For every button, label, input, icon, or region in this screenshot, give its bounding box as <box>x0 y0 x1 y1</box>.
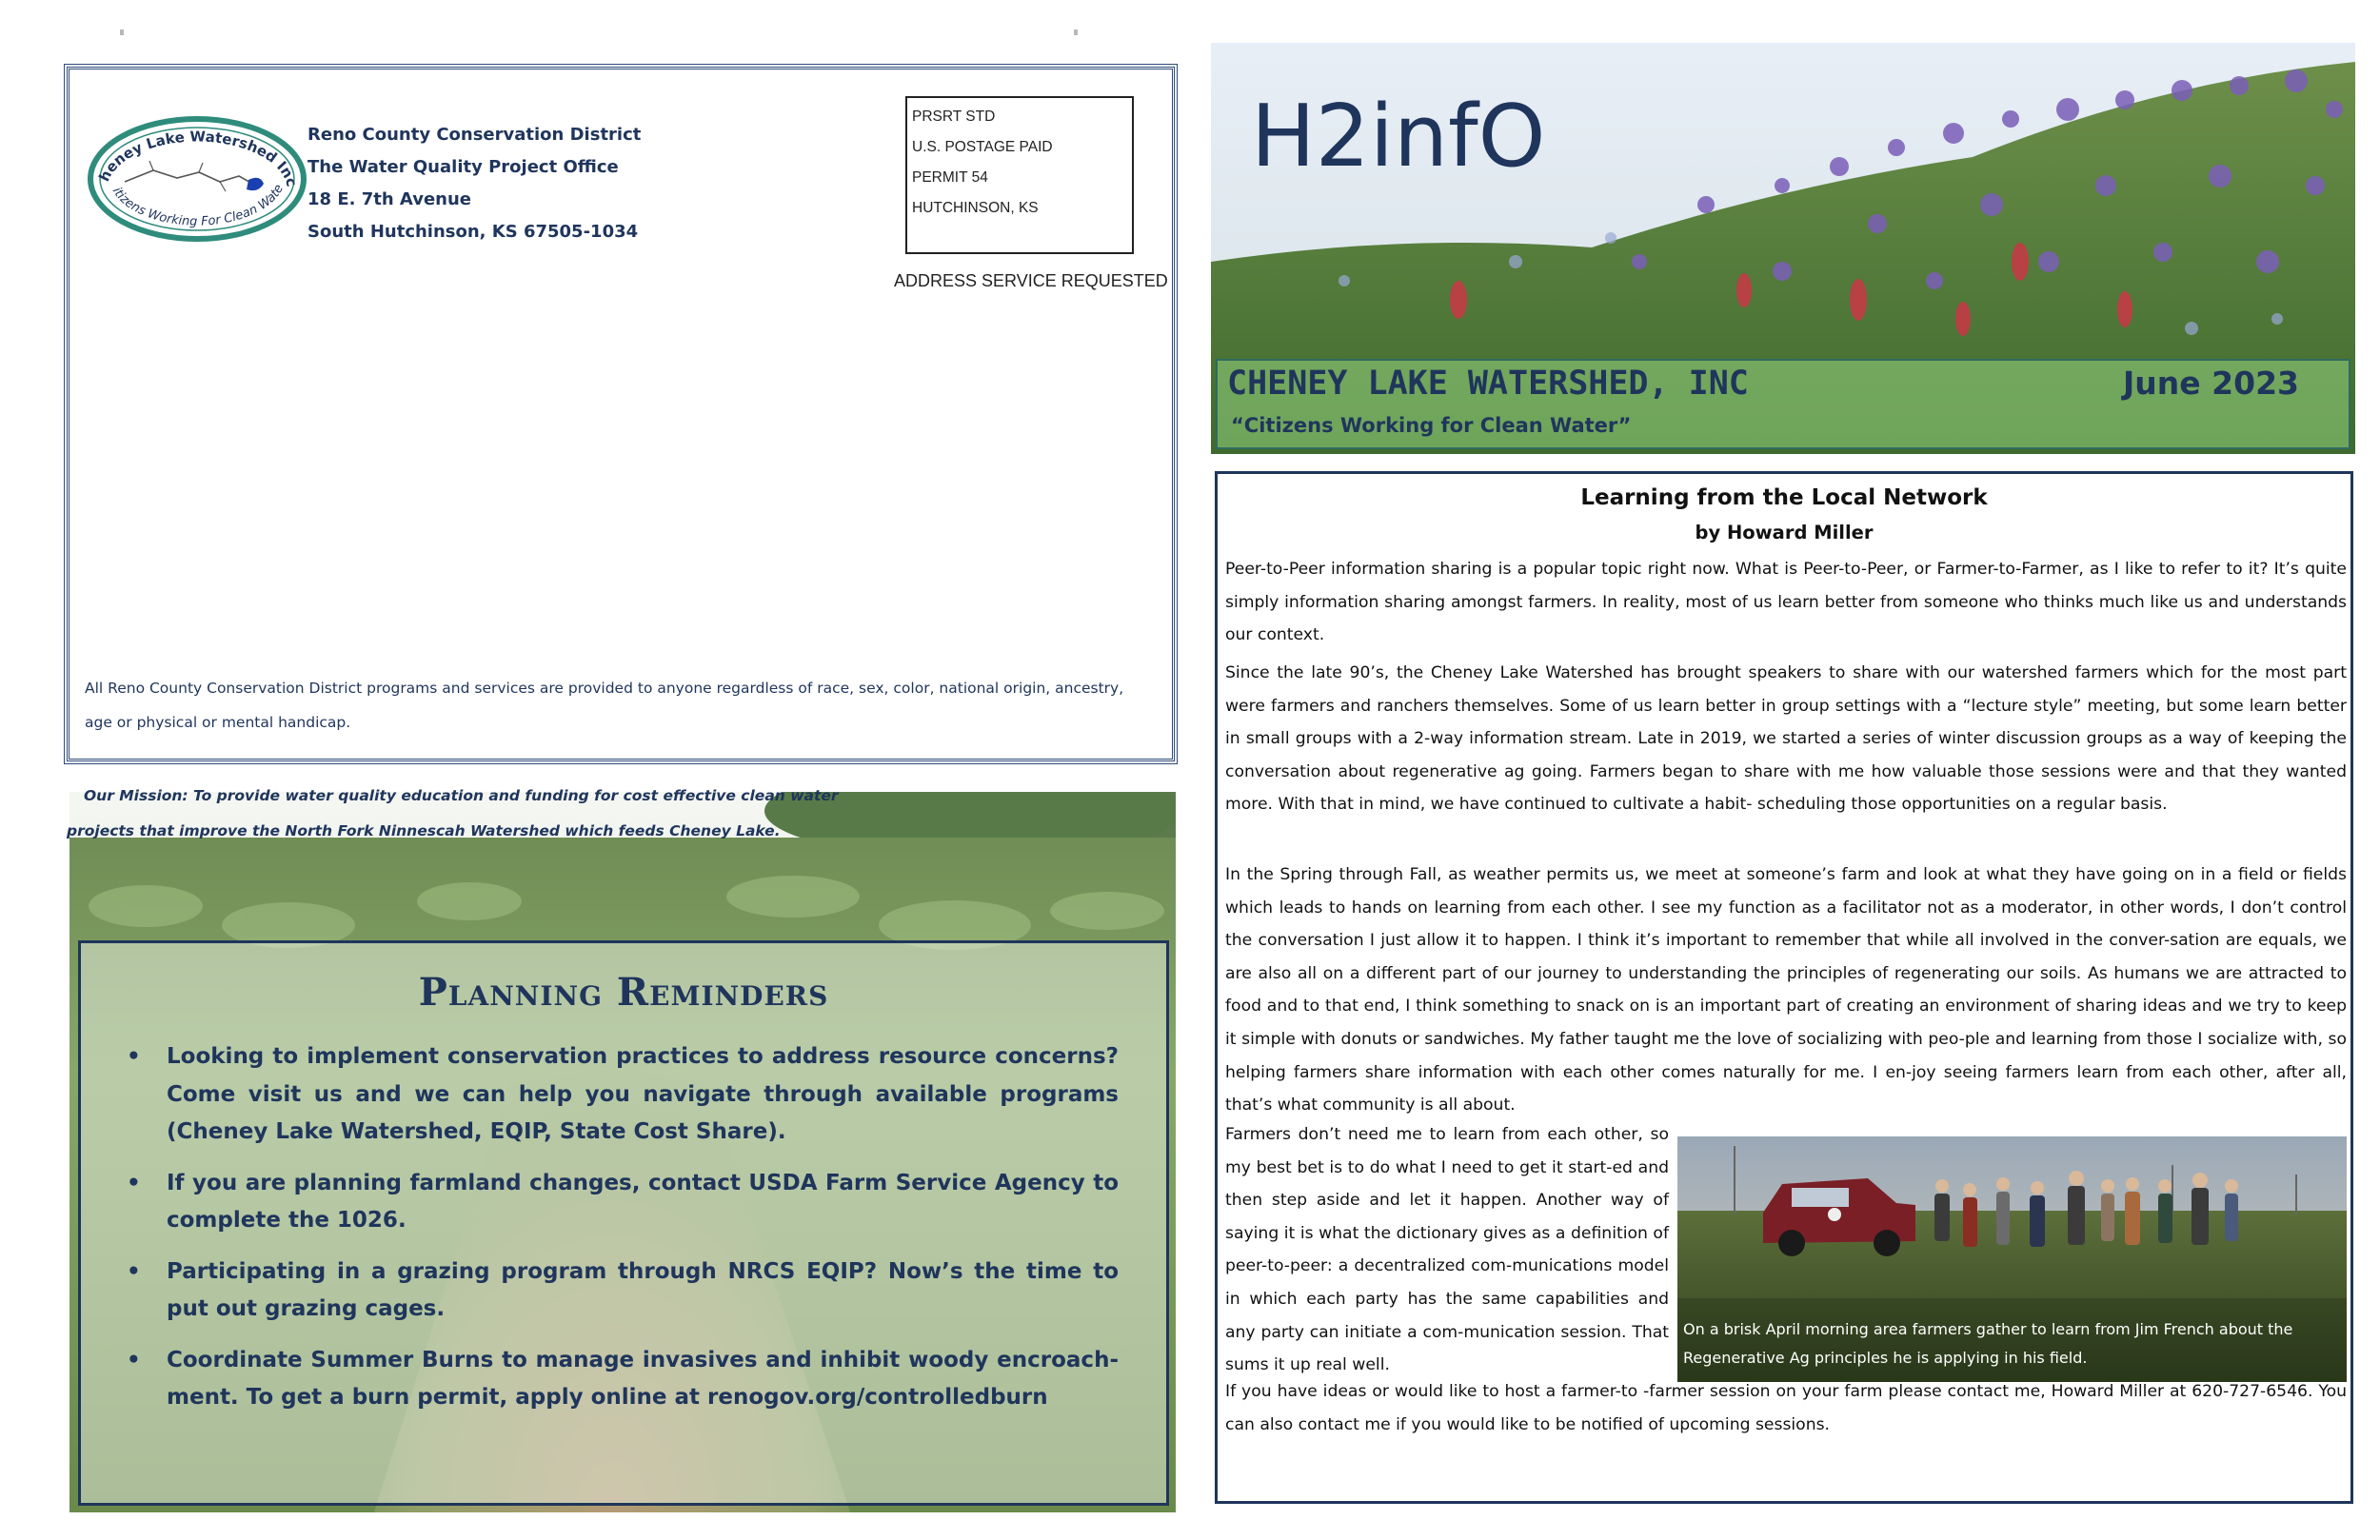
return-address <box>307 119 641 248</box>
print-mark <box>120 30 124 35</box>
postage-line: PRSRT STD <box>912 109 996 125</box>
photo-caption: On a brisk April morning area farmers gather to learn from Jim French about the Regenerative Ag principles he is applying in his field. <box>1683 1320 2293 1367</box>
newsletter-masthead <box>1211 43 2355 454</box>
planning-reminders-box <box>78 940 1169 1506</box>
postage-indicia <box>905 96 1134 254</box>
newsletter-title: H2infO <box>1251 87 1546 187</box>
bullet-icon: • <box>127 1347 141 1372</box>
farmers-field-photo <box>1677 1136 2347 1382</box>
list-item <box>127 1254 1119 1329</box>
planning-reminders-list <box>127 1038 1119 1431</box>
organization-tagline: “Citizens Working for Clean Water” <box>1231 414 1632 437</box>
list-item-text: If you are planning farmland changes, contact USDA Farm Service Agency to complete the 1026. <box>167 1170 1119 1233</box>
svg-text:Cheney Lake Watershed Inc.: heney Lake Watershed Inc <box>95 128 301 189</box>
list-item <box>127 1038 1119 1152</box>
masthead-banner <box>1216 359 2350 449</box>
watershed-logo <box>87 115 307 243</box>
print-mark <box>1074 30 1078 35</box>
list-item <box>127 1165 1119 1240</box>
return-address-line: 18 E. 7th Avenue <box>307 189 471 209</box>
list-item-text: Coordinate Summer Burns to manage invasives and inhibit woody encroach-ment. To get a burn permit, apply online at renogov.org/controlledburn <box>167 1347 1119 1410</box>
mission-statement: Our Mission: To provide water quality education and funding for cost effective clean water projects that improve the North Fork Ninnescah Watershed which feeds Cheney Lake. <box>67 787 839 839</box>
article-paragraph: Farmers don’t need me to learn from each other, so my best bet is to do what I need to get it start-ed and then step aside and let it happen. Another way of saying it is what the dictionary gives as a definition of peer-to-peer: a decentralized com-munications model in which each party has the same capabilities and any party can initiate a com-munication session. That sums it up real well. <box>1225 1125 1669 1375</box>
postage-line: PERMIT 54 <box>912 169 988 186</box>
article-paragraph: If you have ideas or would like to host a farmer-to -farmer session on your farm please contact me, Howard Miller at 620-727-6546. You can also contact me if you would like to be notified of upcoming sessions. <box>1225 1382 2347 1434</box>
bullet-icon: • <box>127 1044 141 1069</box>
bullet-icon: • <box>127 1258 141 1284</box>
return-address-line: Reno County Conservation District <box>307 125 642 145</box>
article-paragraph: Since the late 90’s, the Cheney Lake Watershed has brought speakers to share with our watershed farmers which for the most part were farmers and ranchers themselves. Some of us learn better in group settings with a “lecture style” meeting, but some learn better in small groups with a 2-way information stream. Late in 2019, we started a series of winter discussion groups as a way of keeping the conversation about regenerative ag going. Farmers began to share with me how valuable those sessions were and that they wanted more. With that in mind, we have continued to cultivate a habit- scheduling those opportunities on a regular basis. <box>1225 663 2347 815</box>
return-address-line: The Water Quality Project Office <box>307 157 619 177</box>
article-paragraph: In the Spring through Fall, as weather permits us, we meet at someone’s farm and look at what they have going on in a field or fields which leads to hands on learning from each other. I see my function as a facilitator not as a moderator, in other words, I don’t control the conversation I just allow it to happen. I think it’s important to remember that while all involved in the conver-sation are equals, we are also all on a different part of our journey to understanding the principles of regenerating our soils. As humans we are attracted to food and to that end, I think something to snack on is an important part of creating an environment of sharing ideas and we try to keep it simple with donuts or sandwiches. My father taught me the love of socializing with peo-ple and learning from those I socialize with, so helping farmers share information with each other comes naturally for me. I en-joy seeing farmers learn from each other, after all, that’s what community is all about. <box>1225 865 2347 1116</box>
article-title: Learning from the Local Network <box>1580 485 1988 510</box>
postage-line: HUTCHINSON, KS <box>912 200 1039 216</box>
list-item <box>127 1342 1119 1417</box>
list-item-text: Participating in a grazing program through NRCS EQIP? Now’s the time to put out grazing cages. <box>167 1258 1119 1321</box>
article-byline: by Howard Miller <box>1695 522 1874 543</box>
return-address-line: South Hutchinson, KS 67505-1034 <box>307 222 639 242</box>
list-item-text: Looking to implement conservation practices to address resource concerns? Come visit us and we can help you navigate through available programs (Cheney Lake Watershed, EQIP, State Cost Share). <box>167 1044 1119 1144</box>
mailing-panel <box>67 67 1175 761</box>
svg-text:Citizens Working For Clean Wat: itizens Working For Clean Wate <box>109 182 287 229</box>
organization-name: CHENEY LAKE WATERSHED, INC <box>1227 365 1749 403</box>
address-service-requested: ADDRESS SERVICE REQUESTED <box>894 271 1168 290</box>
postage-line: U.S. POSTAGE PAID <box>912 139 1053 155</box>
issue-date: June 2023 <box>2123 365 2299 402</box>
planning-reminders-title: Planning Reminders <box>418 970 829 1015</box>
bullet-icon: • <box>127 1170 141 1195</box>
nondiscrimination-statement: All Reno County Conservation District programs and services are provided to anyone regardless of race, sex, color, national origin, ancestry, age or physical or mental handicap. <box>85 680 1124 731</box>
feature-article <box>1215 471 2353 1504</box>
article-paragraph: Peer-to-Peer information sharing is a popular topic right now. What is Peer-to-Peer, or Farmer-to-Farmer, as I like to refer to it? It’s quite simply information sharing amongst farmers. In reality, most of us learn better from someone who thinks much like us and understands our context. <box>1225 560 2347 645</box>
